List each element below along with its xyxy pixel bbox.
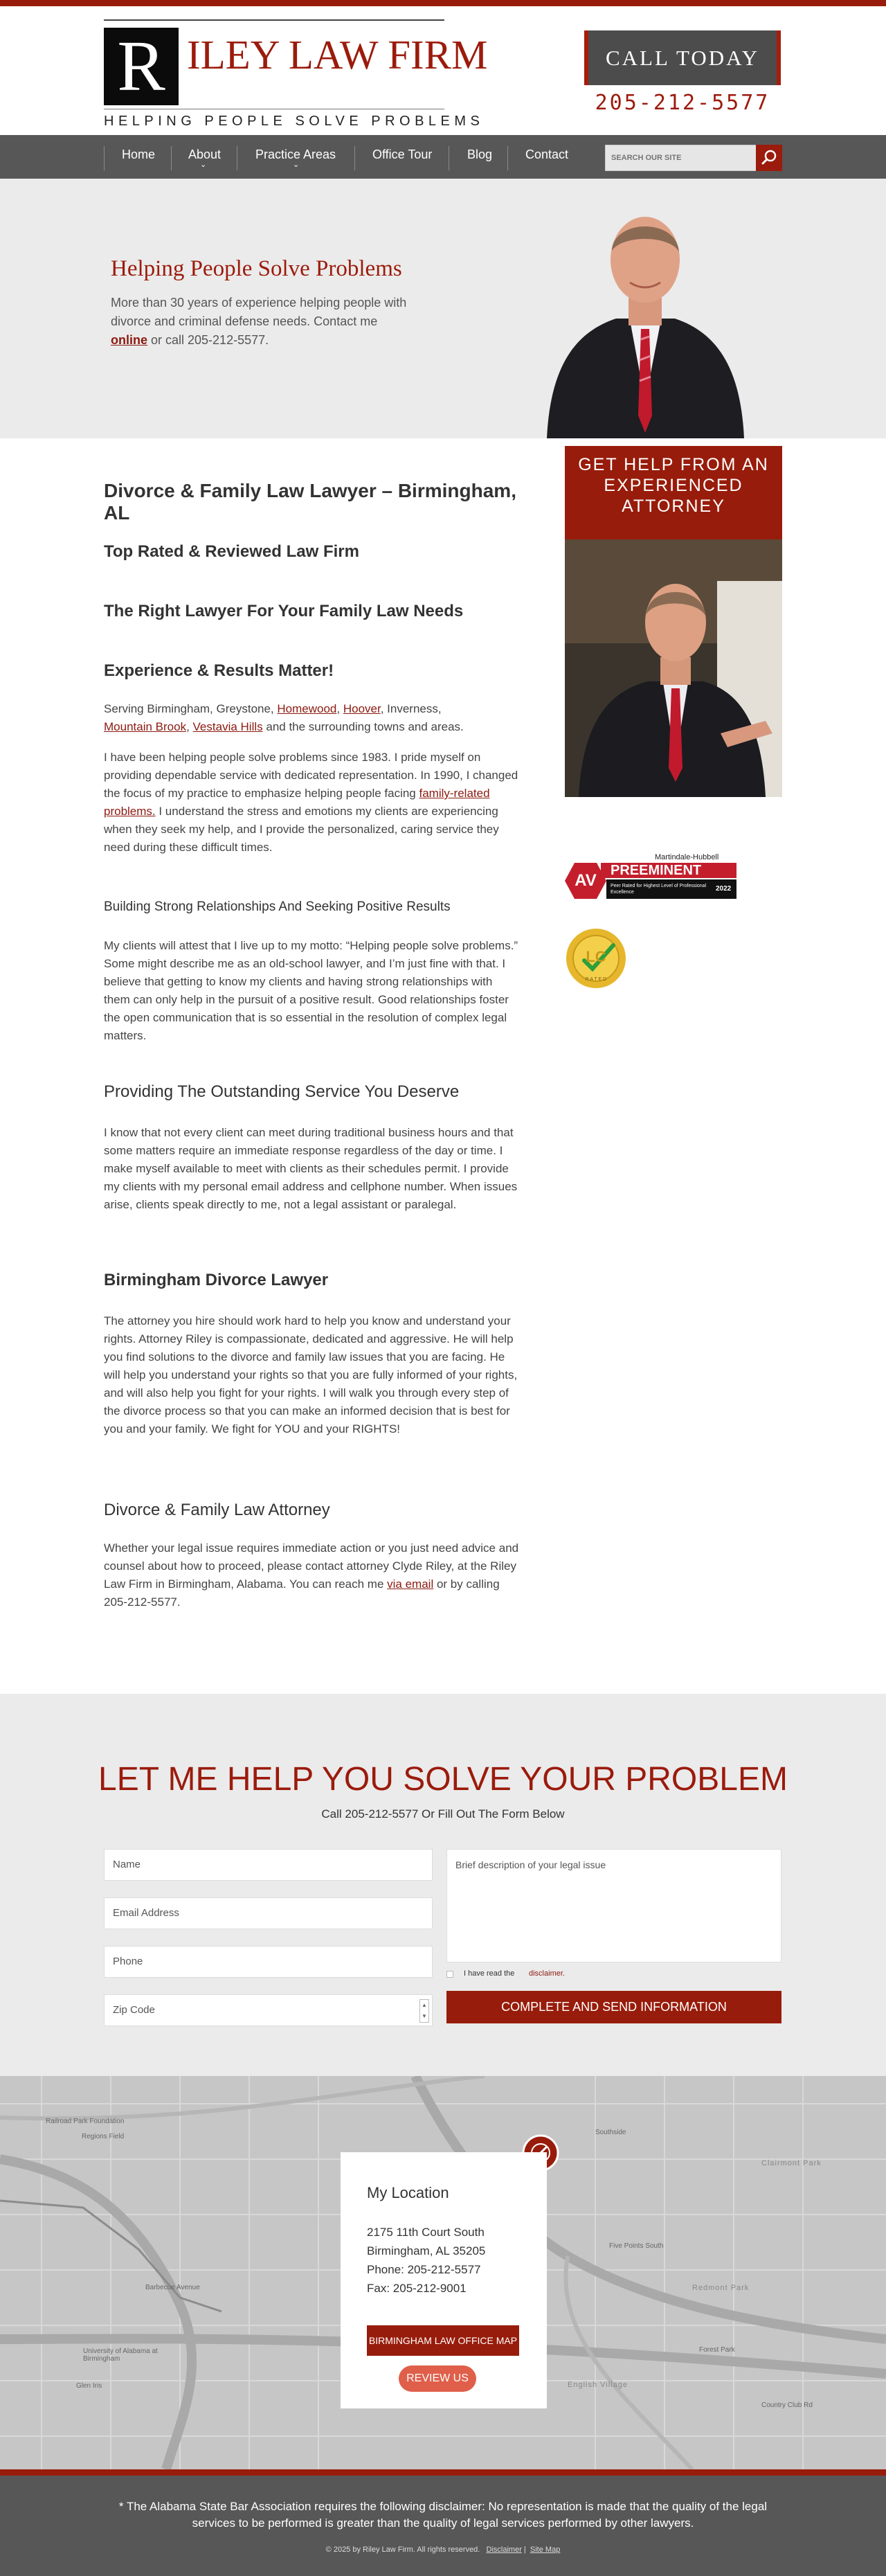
- map-label: University of Alabama at Birmingham: [83, 2347, 158, 2363]
- nav-divider: [507, 146, 508, 170]
- review-us-button[interactable]: REVIEW US: [399, 2365, 476, 2392]
- location-title: My Location: [367, 2184, 449, 2201]
- section-heading: Birmingham Divorce Lawyer: [104, 1271, 329, 1289]
- search-icon: [756, 145, 782, 171]
- nav-item-about[interactable]: About: [188, 147, 222, 161]
- form-title: LET ME HELP YOU SOLVE YOUR PROBLEM: [98, 1761, 788, 1798]
- zip-stepper[interactable]: ▲ ▼: [419, 1999, 429, 2023]
- contact-form-section: [0, 1694, 886, 2076]
- name-field[interactable]: Name: [104, 1849, 433, 1881]
- header-phone[interactable]: 205-212-5577: [595, 91, 770, 115]
- hero-online-link[interactable]: online: [111, 333, 147, 347]
- para-text: Whether your legal issue requires immediate action or you just need advice and counsel about how to proceed, please contact attorney Clyde Riley, at the Riley Law Firm in Birmingham, Alabama. You can reach me: [104, 1541, 519, 1591]
- main-nav: [0, 135, 886, 179]
- map-label: Regions Field: [82, 2133, 125, 2140]
- footer-copyright-row: © 2025 by Riley Law Firm. All rights reserved. Disclaimer | Site Map: [325, 2546, 561, 2554]
- map-label: Glen Iris: [76, 2382, 102, 2390]
- site-footer: [0, 2469, 886, 2576]
- serving-text: and the surrounding towns and areas.: [262, 720, 464, 733]
- submit-button[interactable]: COMPLETE AND SEND INFORMATION: [446, 1991, 781, 2023]
- nav-item-blog[interactable]: Blog: [467, 147, 493, 161]
- address-city: Birmingham, AL 35205: [367, 2244, 486, 2257]
- hero-title: Helping People Solve Problems: [111, 256, 402, 281]
- chevron-down-icon[interactable]: ⌄: [200, 161, 207, 169]
- page-title: Divorce & Family Law Lawyer – Birmingham, AL: [104, 480, 516, 524]
- section-heading: Top Rated & Reviewed Law Firm: [104, 542, 359, 561]
- footer-accent-bar: [0, 2469, 886, 2476]
- attorney-portrait: [547, 194, 744, 438]
- location-card: [341, 2152, 547, 2408]
- martindale-badge[interactable]: [565, 853, 738, 909]
- para-text: I have been helping people solve problems since 1983. I pride myself on providing dependable service with dedicated representation. In 1990, I changed the focus of my practice to emphasize helping people facing: [104, 751, 518, 800]
- disclaimer-link[interactable]: disclaimer.: [529, 1969, 565, 1978]
- section-heading: The Right Lawyer For Your Family Law Needs: [104, 602, 464, 620]
- map-label: English Village: [568, 2381, 628, 2389]
- description-field[interactable]: Brief description of your legal issue: [446, 1849, 781, 1962]
- hero-text: [111, 294, 415, 350]
- zip-field[interactable]: [104, 1994, 433, 2026]
- hero-text-tail: or call 205-212-5577.: [147, 333, 269, 347]
- map-label: Barbecue Avenue: [145, 2284, 200, 2291]
- location-address: [367, 2223, 485, 2298]
- attorney-photo-graphic: [565, 539, 782, 797]
- hero-text-lead: More than 30 years of experience helping people with divorce and criminal defense needs. Contact me: [111, 296, 407, 328]
- section-heading: Experience & Results Matter!: [104, 661, 334, 680]
- address-phone[interactable]: Phone: 205-212-5577: [367, 2263, 481, 2276]
- seal-ring-text: R A T E D: [585, 977, 607, 982]
- disclaimer-label: I have read the: [464, 1969, 515, 1978]
- map-label: Railroad Park Foundation: [46, 2118, 125, 2125]
- map-label: Southside: [595, 2129, 626, 2136]
- logo-tagline: HELPING PEOPLE SOLVE PROBLEMS: [104, 114, 485, 129]
- para-text: or by calling 205-212-5577.: [104, 1577, 500, 1609]
- serving-comma: ,: [336, 702, 343, 715]
- link-vestavia-hills[interactable]: Vestavia Hills: [192, 720, 263, 733]
- section-heading: Building Strong Relationships And Seeking Positive Results: [104, 900, 451, 914]
- form-subtitle: Call 205-212-5577 Or Fill Out The Form Below: [321, 1807, 565, 1821]
- para-text: I understand the stress and emotions my clients are experiencing when they seek my help, and I provide the personalized, caring service they need during these difficult times.: [104, 805, 499, 854]
- copyright-text: © 2025 by Riley Law Firm. All rights reserved.: [325, 2546, 480, 2554]
- section-heading: Providing The Outstanding Service You Deserve: [104, 1082, 460, 1101]
- search-button[interactable]: [756, 145, 782, 171]
- address-street: 2175 11th Court South: [367, 2226, 485, 2239]
- link-mountain-brook[interactable]: Mountain Brook: [104, 720, 187, 733]
- location-map[interactable]: [0, 2076, 886, 2469]
- nav-divider: [354, 146, 355, 170]
- map-label: Country Club Rd: [761, 2401, 813, 2409]
- map-label: Clairmont Park: [761, 2159, 822, 2167]
- seal-letters: LC: [586, 948, 606, 965]
- search-box: [605, 145, 782, 171]
- nav-divider: [171, 146, 172, 170]
- link-hoover[interactable]: Hoover: [343, 702, 381, 715]
- badge-av: AV: [575, 871, 597, 890]
- hero-banner: [0, 179, 886, 438]
- logo-wordmark: ILEY LAW FIRM: [187, 32, 488, 78]
- badge-year: 2022: [716, 885, 732, 893]
- nav-item-home[interactable]: Home: [122, 147, 156, 161]
- badge-brand: Martindale-Hubbell: [655, 853, 719, 861]
- logo-rule: [104, 19, 444, 21]
- site-header: [0, 6, 886, 135]
- disclaimer-checkbox[interactable]: [446, 1971, 453, 1978]
- call-today-button[interactable]: [584, 30, 781, 85]
- nav-divider: [104, 146, 105, 170]
- link-via-email[interactable]: via email: [387, 1577, 434, 1591]
- chevron-down-icon[interactable]: ⌄: [293, 161, 300, 169]
- serving-comma: ,: [186, 720, 193, 733]
- footer-sitemap-link[interactable]: Site Map: [530, 2546, 561, 2554]
- footer-disclaimer-link[interactable]: Disclaimer: [486, 2546, 522, 2554]
- search-input[interactable]: [606, 145, 757, 170]
- serving-text: Serving Birmingham, Greystone,: [104, 702, 278, 715]
- link-homewood[interactable]: Homewood: [277, 702, 337, 715]
- map-label: Forest Park: [699, 2346, 735, 2354]
- serving-text: , Inverness,: [380, 702, 442, 715]
- body-paragraph: The attorney you hire should work hard to help you know and understand your rights. Attorney Riley is compassionate, dedicated and aggressive. He will help you find solutions to the divorce and family law issues that you are facing. He will help you understand your rights so that you are fully informed of your rights, and will also help you fight for your rights. I will walk you through every step of the divorce process so that you can make an informed decision that is best for you and your family. We fight for YOU and your RIGHTS!: [104, 1314, 518, 1435]
- top-accent-bar: [0, 0, 886, 6]
- badge-title: PREEMINENT: [601, 863, 736, 878]
- phone-field[interactable]: Phone: [104, 1946, 433, 1978]
- office-map-button[interactable]: BIRMINGHAM LAW OFFICE MAP: [367, 2325, 519, 2356]
- logo-letter: R: [117, 26, 165, 106]
- bar-disclaimer: * The Alabama State Bar Association requires the following disclaimer: No representation is made that the quality of the legal services to be performed is greater than the quality of legal services performed by other lawyers.: [118, 2500, 768, 2530]
- zip-placeholder: Zip Code: [113, 2004, 155, 2016]
- badge-sub: Peer Rated for Highest Level of Professional Excellence: [606, 879, 736, 899]
- logo-letter-box: [104, 28, 179, 105]
- body-paragraph: My clients will attest that I live up to my motto: “Helping people solve problems.” Some might describe me as an old-school lawyer, and I’m just fine with that. I believe that getting to know my clients and having strong relationships with them can only help in the pursuit of a positive result. Good relationships foster the open communication that is so essential in the resolution of complex legal matters.: [104, 939, 518, 1042]
- get-help-cta[interactable]: GET HELP FROM AN EXPERIENCED ATTORNEY: [565, 446, 782, 539]
- serving-areas: [104, 700, 519, 736]
- map-label: Five Points South: [609, 2242, 664, 2250]
- body-paragraph: I know that not every client can meet during traditional business hours and that some matters require an immediate response regardless of the day or time. I make myself available to meet with clients as their schedules permit. I provide my clients with my personal email address and cellphone number. When issues arise, clients speak directly to me, not a legal assistant or paralegal.: [104, 1126, 518, 1211]
- lc-rated-seal[interactable]: [565, 927, 627, 990]
- section-heading: Divorce & Family Law Attorney: [104, 1501, 330, 1519]
- address-fax: Fax: 205-212-9001: [367, 2282, 467, 2295]
- body-paragraph: [104, 1539, 519, 1611]
- link-family-problems[interactable]: family-related problems.: [104, 787, 490, 818]
- call-today-label: CALL TODAY: [605, 46, 760, 70]
- site-logo[interactable]: [104, 16, 488, 130]
- map-label: Redmont Park: [692, 2284, 750, 2292]
- attorney-photo: [565, 539, 782, 797]
- body-paragraph: [104, 749, 519, 857]
- nav-item-office-tour[interactable]: Office Tour: [372, 147, 433, 161]
- email-field[interactable]: Email Address: [104, 1897, 433, 1929]
- nav-item-contact[interactable]: Contact: [525, 147, 569, 161]
- nav-item-practice-areas[interactable]: Practice Areas: [255, 147, 336, 161]
